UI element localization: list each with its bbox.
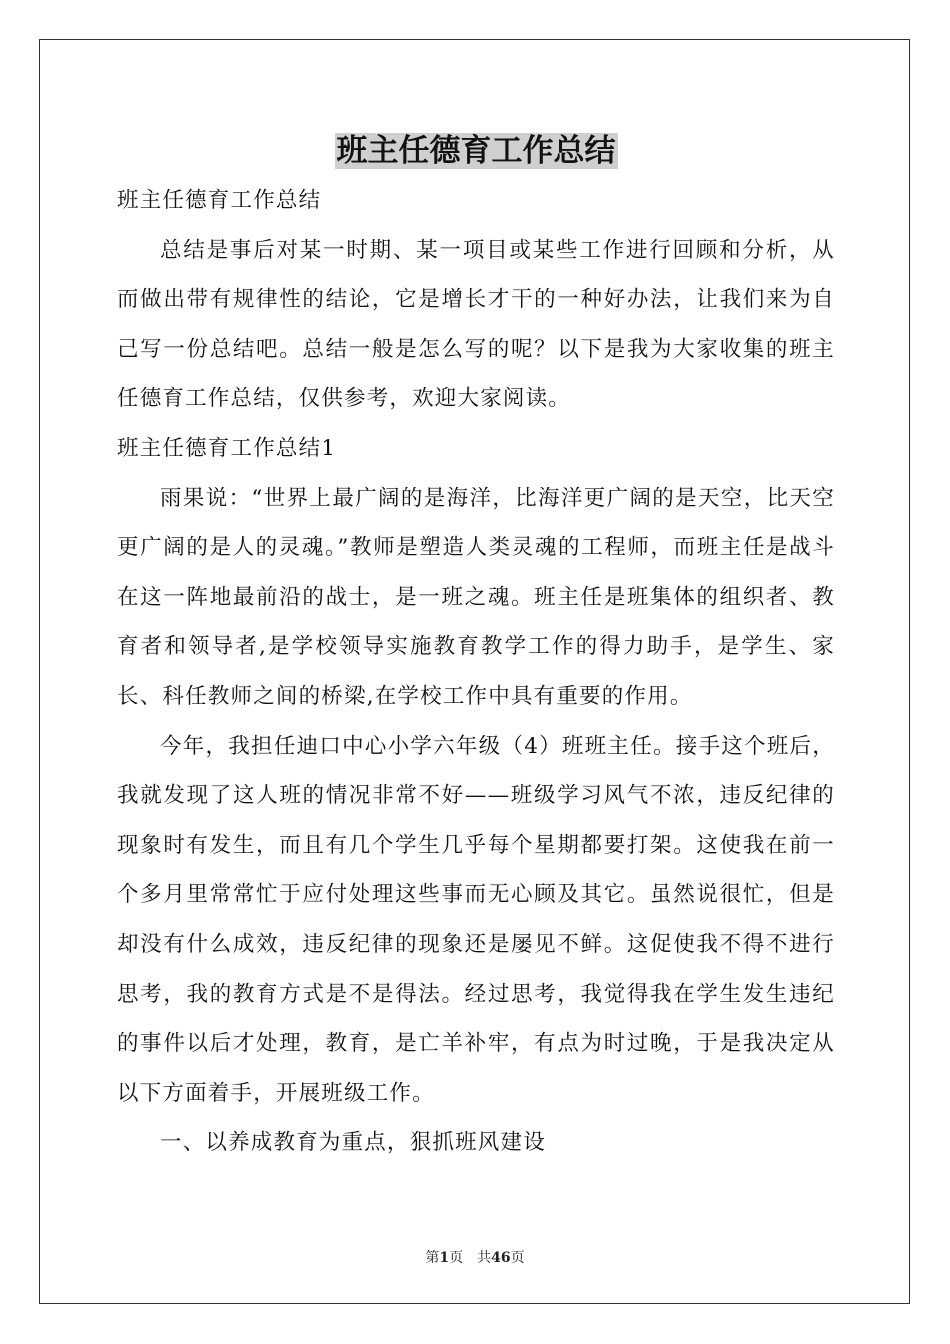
page-footer [0,1247,950,1267]
total-prefix: 共 [477,1250,492,1266]
page-number: 1 [439,1250,450,1266]
paragraph-section-heading: 班主任德育工作总结1 [117,435,337,461]
total-suffix: 页 [510,1250,525,1266]
document-title-text: 班主任德育工作总结 [336,133,616,169]
document-body [117,128,835,1168]
paragraph-intro: 总结是事后对某一时期、某一项目或某些工作进行回顾和分析，从而做出带有规律性的结论，它是增长才干的一种好办法，让我们来为自己写一份总结吧。总结一般是怎么写的呢？以下是我为大家收集的班主任德育工作总结，仅供参考，欢迎大家阅读。 [117,237,835,412]
paragraph-subtitle: 班主任德育工作总结 [117,188,322,213]
document-title [117,128,835,174]
paragraph-point-one: 一、以养成教育为重点，狠抓班风建设 [160,1130,546,1156]
paragraph-hugo-quote: 雨果说：“世界上最广阔的是海洋，比海洋更广阔的是天空，比天空更广阔的是人的灵魂。”教师是塑造人类灵魂的工程师，而班主任是战斗在这一阵地最前沿的战士，是一班之魂。班主任是班集体的组织者、教育者和领导者,是学校领导实施教育教学工作的得力助手，是学生、家长、科任教师之间的桥梁,在学校工作中具有重要的作用。 [117,485,835,709]
paragraph-class-situation: 今年，我担任迪口中心小学六年级（4）班班主任。接手这个班后，我就发现了这人班的情况非常不好——班级学习风气不浓，违反纪律的现象时有发生，而且有几个学生几乎每个星期都要打架。这使我在前一个多月里常常忙于应付处理这些事而无心顾及其它。虽然说很忙，但是却没有什么成效，违反纪律的现象还是屡见不鲜。这促使我不得不进行思考，我的教育方式是不是得法。经过思考，我觉得我在学生发生违纪的事件以后才处理，教育，是亡羊补牢，有点为时过晚，于是我决定从以下方面着手，开展班级工作。 [117,733,835,1106]
page-prefix: 第 [425,1250,440,1266]
page-suffix: 页 [449,1250,464,1266]
total-pages: 46 [491,1250,511,1266]
